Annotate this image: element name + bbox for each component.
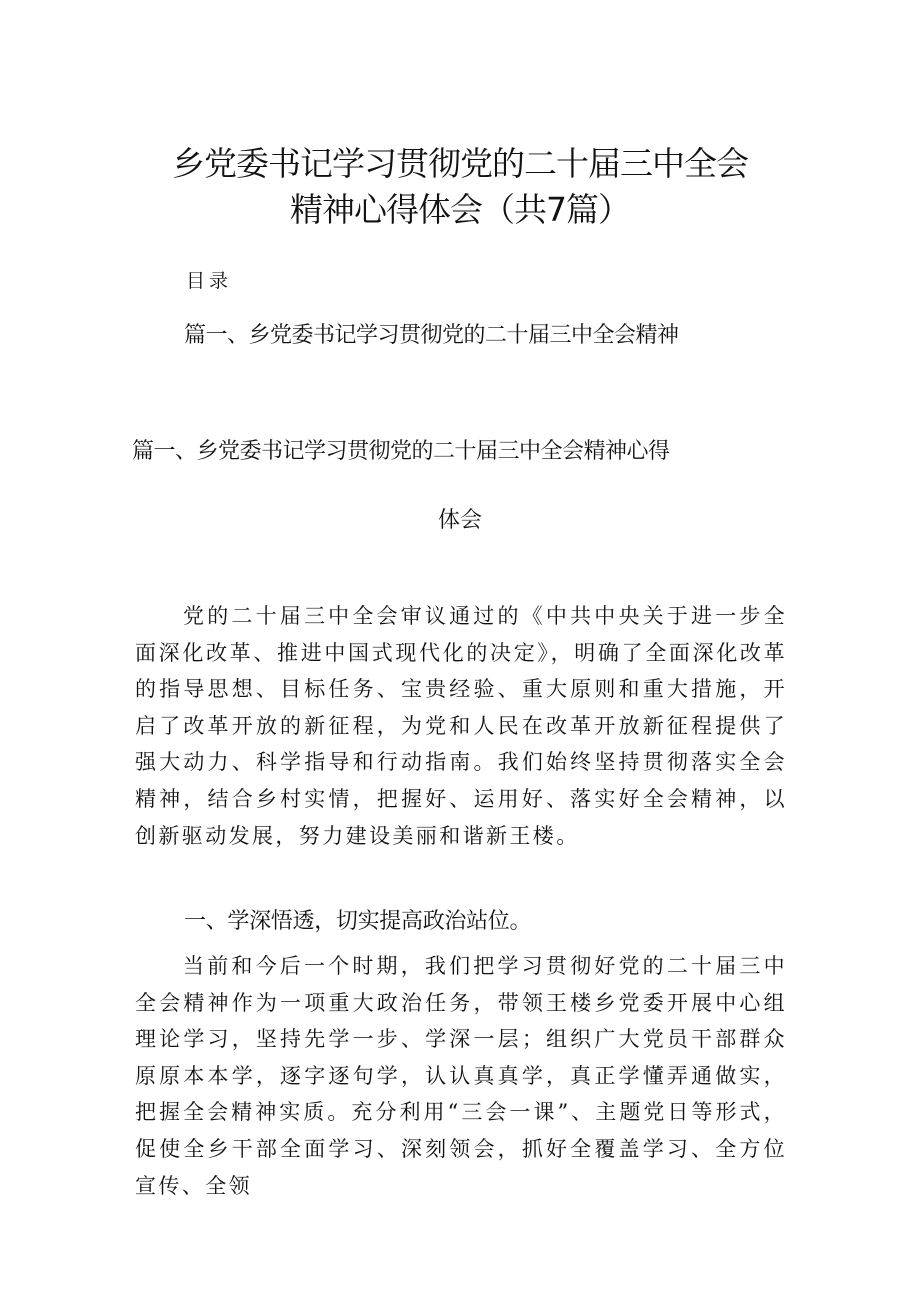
document-title-line1: 乡党委书记学习贯彻党的二十届三中全会 (172, 144, 748, 183)
document-title-line2: 精神心得体会（共7篇） (290, 190, 630, 229)
toc-label: 目录 (186, 270, 233, 292)
subheading-1: 一、学深悟透，切实提高政治站位。 (184, 909, 532, 934)
section-heading-line2: 体会 (437, 508, 482, 533)
toc-item: 篇一、乡党委书记学习贯彻党的二十届三中全会精神 (184, 323, 679, 348)
section-heading-line1: 篇一、乡党委书记学习贯彻党的二十届三中全会精神心得 (132, 439, 670, 464)
body-paragraph-2: 当前和今后一个时期，我们把学习贯彻好党的二十届三中全会精神作为一项重大政治任务，带领王楼乡党委开展中心组理论学习，坚持先学一步、学深一层；组织广大党员干部群众原原本本学，逐字逐句学，认认真真学，真正学懂弄通做实，把握全会精神实质。充分利用“三会一课”、主题党日等形式，促使全乡干部全面学习、深刻领会，抓好全覆盖学习、全方位宣传、全领 (135, 954, 787, 1198)
body-paragraph-1: 党的二十届三中全会审议通过的《中共中央关于进一步全面深化改革、推进中国式现代化的决定》，明确了全面深化改革的指导思想、目标任务、宝贵经验、重大原则和重大措施，开启了改革开放的新征程，为党和人民在改革开放新征程提供了强大动力、科学指导和行动指南。我们始终坚持贯彻落实全会精神，结合乡村实情，把握好、运用好、落实好全会精神，以创新驱动发展，努力建设美丽和谐新王楼。 (135, 604, 787, 848)
